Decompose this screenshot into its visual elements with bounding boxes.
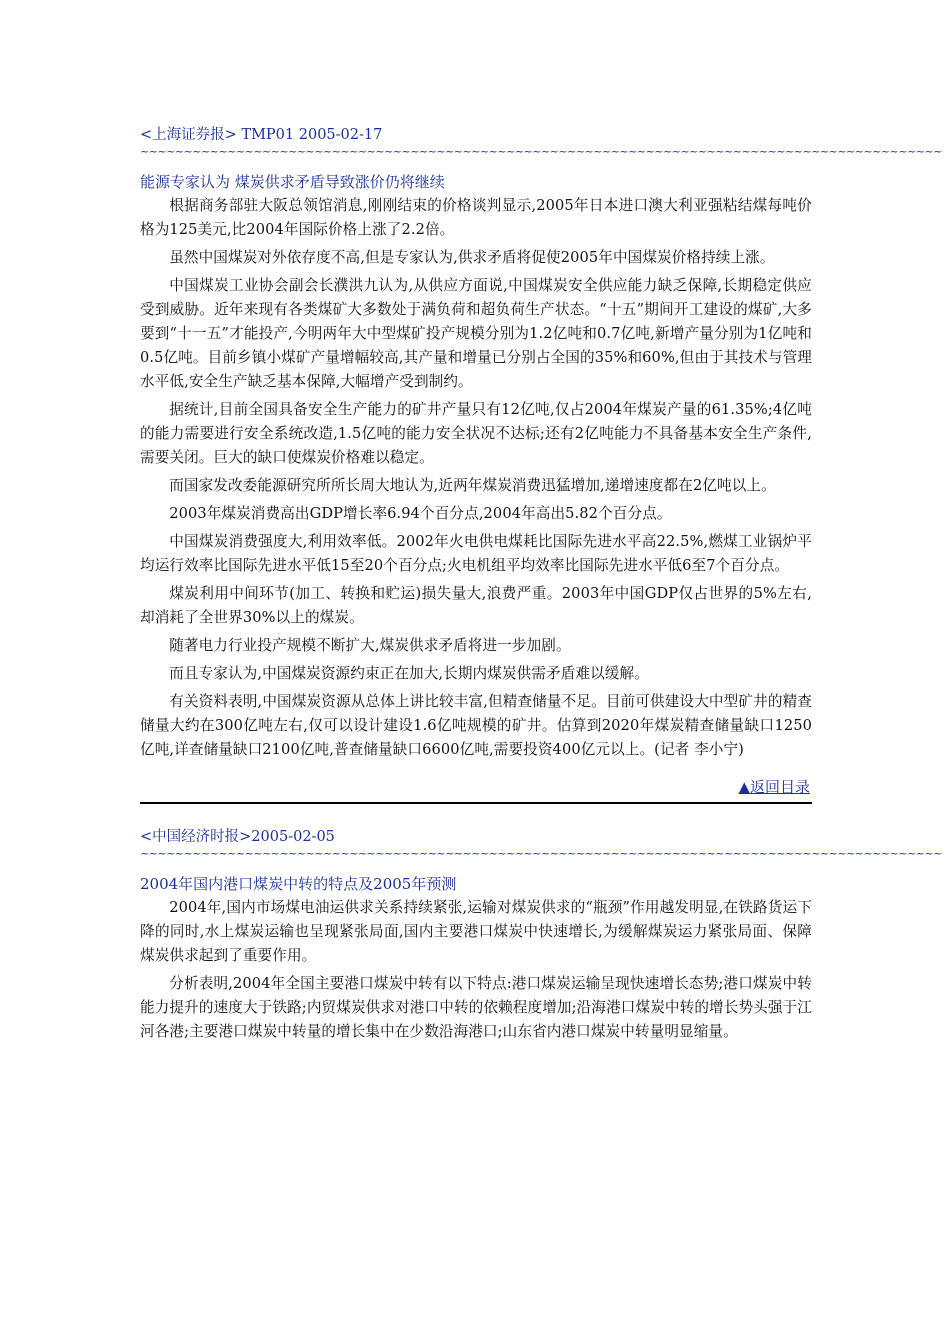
paragraph: 煤炭利用中间环节(加工、转换和贮运)损失量大,浪费严重。2003年中国GDP仅占世界的5%左右,却消耗了全世界30%以上的煤炭。	[140, 585, 812, 626]
tilde-separator: ~~~~~~~~~~~~~~~~~~~~~~~~~~~~~~~~~~~~~~~~~~~~~~~~~~~~~~~~~~~~~~~~~~~~~~~~~~~~~~~~~~~~~~~~~~~~	[140, 847, 942, 860]
article-2	[140, 826, 942, 1044]
horizontal-rule	[140, 802, 812, 804]
article-title: 2004年国内港口煤炭中转的特点及2005年预测	[140, 875, 457, 893]
paragraph: 中国煤炭工业协会副会长濮洪九认为,从供应方面说,中国煤炭安全供应能力缺乏保障,长期稳定供应受到威胁。近年来现有各类煤矿大多数处于满负荷和超负荷生产状态。“十五”期间开工建设的煤矿,大多要到“十一五”才能投产,今明两年大中型煤矿投产规模分别为1.2亿吨和0.7亿吨,新增产量分别为1亿吨和0.5亿吨。目前乡镇小煤矿产量增幅较高,其产量和增量已分别占全国的35%和60%,但由于其技术与管理水平低,安全生产缺乏基本保障,大幅增产受到制约。	[140, 277, 812, 390]
paragraph: 随著电力行业投产规模不断扩大,煤炭供求矛盾将进一步加剧。	[169, 637, 571, 654]
article-source: <上海证券报> TMP01 2005-02-17	[140, 127, 383, 143]
paragraph: 中国煤炭消费强度大,利用效率低。2002年火电供电煤耗比国际先进水平高22.5%,燃煤工业锅炉平均运行效率比国际先进水平低15至20个百分点;火电机组平均效率比国际先进水平低6至7个百分点。	[140, 533, 812, 574]
paragraph: 有关资料表明,中国煤炭资源从总体上讲比较丰富,但精查储量不足。目前可供建设大中型矿井的精查储量大约在300亿吨左右,仅可以设计建设1.6亿吨规模的矿井。估算到2020年煤炭精查储量缺口1250亿吨,详查储量缺口2100亿吨,普查储量缺口6600亿吨,需要投资400亿元以上。(记者 李小宁)	[140, 693, 812, 758]
document-page	[140, 124, 942, 1048]
paragraph: 2004年,国内市场煤电油运供求关系持续紧张,运输对煤炭供求的“瓶颈”作用越发明显,在铁路货运下降的同时,水上煤炭运输也呈现紧张局面,国内主要港口煤炭中快速增长,为缓解煤炭运力紧张局面、保障煤炭供求起到了重要作用。	[140, 899, 812, 964]
paragraph: 根据商务部驻大阪总领馆消息,刚刚结束的价格谈判显示,2005年日本进口澳大利亚强粘结煤每吨价格为125美元,比2004年国际价格上涨了2.2倍。	[140, 197, 812, 238]
article-1	[140, 124, 942, 762]
back-to-contents-link[interactable]: ▲返回目录	[738, 778, 810, 796]
section-divider	[140, 776, 812, 810]
tilde-separator: ~~~~~~~~~~~~~~~~~~~~~~~~~~~~~~~~~~~~~~~~~~~~~~~~~~~~~~~~~~~~~~~~~~~~~~~~~~~~~~~~~~~~~~~~~~~~	[140, 145, 942, 158]
paragraph: 据统计,目前全国具备安全生产能力的矿井产量只有12亿吨,仅占2004年煤炭产量的61.35%;4亿吨的能力需要进行安全系统改造,1.5亿吨的能力安全状况不达标;还有2亿吨能力不具备基本安全生产条件,需要关闭。巨大的缺口使煤炭价格难以稳定。	[140, 401, 812, 466]
article-title: 能源专家认为 煤炭供求矛盾导致涨价仍将继续	[140, 173, 445, 191]
article-source: <中国经济时报>2005-02-05	[140, 829, 335, 845]
paragraph: 虽然中国煤炭对外依存度不高,但是专家认为,供求矛盾将促使2005年中国煤炭价格持续上涨。	[169, 249, 775, 266]
paragraph: 而且专家认为,中国煤炭资源约束正在加大,长期内煤炭供需矛盾难以缓解。	[169, 665, 649, 682]
paragraph: 而国家发改委能源研究所所长周大地认为,近两年煤炭消费迅猛增加,递增速度都在2亿吨以上。	[169, 477, 776, 494]
paragraph: 2003年煤炭消费高出GDP增长率6.94个百分点,2004年高出5.82个百分点。	[169, 505, 672, 522]
paragraph: 分析表明,2004年全国主要港口煤炭中转有以下特点:港口煤炭运输呈现快速增长态势;港口煤炭中转能力提升的速度大于铁路;内贸煤炭供求对港口中转的依赖程度增加;沿海港口煤炭中转的增长势头强于江河各港;主要港口煤炭中转量的增长集中在少数沿海港口;山东省内港口煤炭中转量明显缩量。	[140, 975, 812, 1040]
